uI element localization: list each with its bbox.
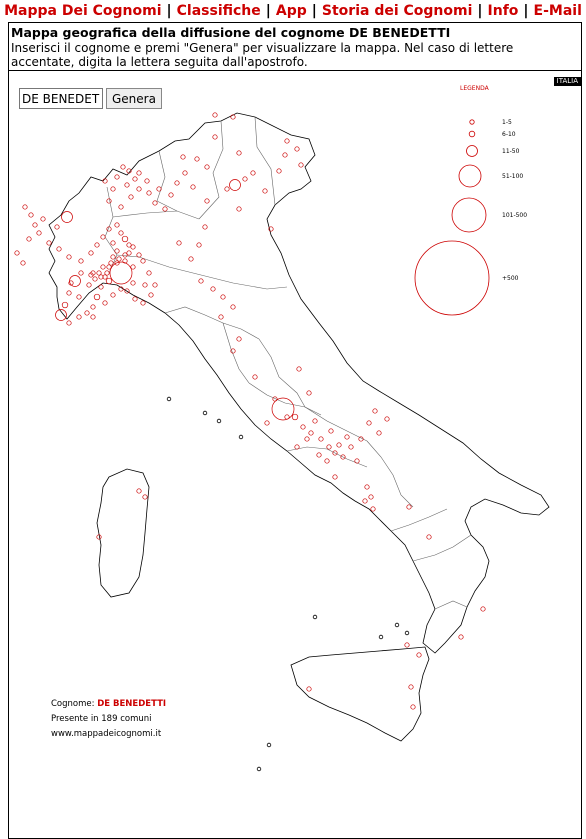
- occurrence-marker: [111, 187, 115, 191]
- occurrence-marker: [123, 253, 127, 257]
- nav-link-app[interactable]: App: [275, 3, 307, 19]
- occurrence-marker: [363, 499, 367, 503]
- occurrence-marker: [93, 277, 97, 281]
- region-border: [117, 255, 287, 289]
- occurrence-marker: [97, 271, 101, 275]
- occurrence-marker: [411, 705, 415, 709]
- occurrence-marker: [47, 241, 51, 245]
- occurrence-marker: [79, 271, 83, 275]
- occurrence-marker: [62, 212, 73, 223]
- surname-input[interactable]: [19, 88, 103, 109]
- region-border: [165, 307, 259, 339]
- occurrence-marker: [137, 187, 141, 191]
- sardinia-outline: [97, 469, 149, 597]
- occurrence-marker: [87, 283, 91, 287]
- instructions-text: Inserisci il cognome e premi "Genera" per visualizzare la mappa. Nel caso di lettere accentate, digita la lettera seguita dall'apostrofo.: [11, 41, 514, 69]
- caption-count: Presente in 189 comuni: [51, 714, 152, 724]
- occurrence-marker: [85, 311, 89, 315]
- occurrence-marker: [122, 236, 128, 242]
- occurrence-marker: [21, 261, 25, 265]
- occurrence-marker: [221, 295, 225, 299]
- island-outline: [267, 743, 271, 747]
- occurrence-marker: [307, 687, 311, 691]
- occurrence-marker: [237, 337, 241, 341]
- occurrence-marker: [115, 223, 119, 227]
- occurrence-marker: [77, 315, 81, 319]
- occurrence-marker: [219, 315, 223, 319]
- nav-separator: |: [166, 3, 172, 19]
- occurrence-marker: [37, 231, 41, 235]
- occurrence-marker: [407, 505, 411, 509]
- occurrence-marker: [427, 535, 431, 539]
- region-border: [391, 509, 447, 531]
- occurrence-marker: [153, 283, 157, 287]
- occurrence-marker: [119, 205, 123, 209]
- occurrence-marker: [77, 295, 81, 299]
- occurrence-marker: [195, 157, 199, 161]
- occurrence-marker: [317, 453, 321, 457]
- occurrence-marker: [95, 243, 99, 247]
- occurrence-marker: [29, 213, 33, 217]
- occurrence-marker: [147, 191, 151, 195]
- occurrence-marker: [67, 255, 71, 259]
- occurrence-marker: [149, 293, 153, 297]
- occurrence-marker: [41, 217, 45, 221]
- occurrence-marker: [305, 437, 309, 441]
- nav-link-classifiche[interactable]: Classifiche: [176, 3, 261, 19]
- region-border: [367, 441, 413, 507]
- caption-site: www.mappadeicognomi.it: [51, 729, 162, 739]
- nav-link-mappa[interactable]: Mappa Dei Cognomi: [4, 3, 162, 19]
- occurrence-marker: [119, 231, 123, 235]
- legend-marker: [452, 198, 486, 232]
- occurrence-marker: [355, 459, 359, 463]
- occurrence-marker: [101, 235, 105, 239]
- occurrence-marker: [203, 225, 207, 229]
- map-area: [9, 77, 581, 838]
- occurrence-marker: [157, 187, 161, 191]
- occurrence-marker: [263, 189, 267, 193]
- occurrence-marker: [230, 180, 241, 191]
- occurrence-marker: [133, 177, 137, 181]
- legend-marker: [469, 131, 475, 137]
- italia-label: ITALIA: [554, 77, 581, 86]
- occurrence-marker: [197, 243, 201, 247]
- generate-button[interactable]: Genera: [106, 88, 162, 109]
- island-outline: [203, 411, 207, 415]
- region-border: [435, 601, 467, 609]
- map-caption: [51, 697, 166, 742]
- occurrence-marker: [111, 255, 115, 259]
- occurrence-marker: [169, 193, 173, 197]
- region-border: [255, 117, 275, 205]
- occurrence-marker: [337, 443, 341, 447]
- italy-outline: [49, 113, 549, 771]
- occurrence-marker: [409, 685, 413, 689]
- island-outline: [167, 397, 171, 401]
- occurrence-marker: [103, 301, 107, 305]
- occurrence-marker: [137, 253, 141, 257]
- region-border: [113, 211, 199, 219]
- occurrence-marker: [99, 285, 103, 289]
- occurrence-marker: [327, 445, 331, 449]
- occurrence-marker: [89, 251, 93, 255]
- occurrence-marker: [237, 207, 241, 211]
- occurrence-marker: [417, 653, 421, 657]
- occurrence-marker: [111, 293, 115, 297]
- occurrence-marker: [309, 431, 313, 435]
- occurrence-marker: [105, 271, 109, 275]
- nav-separator: |: [265, 3, 271, 19]
- occurrence-marker: [213, 135, 217, 139]
- occurrence-marker: [237, 151, 241, 155]
- page-title: Mappa geografica della diffusione del cognome DE BENEDETTI: [11, 25, 451, 40]
- occurrence-marker: [15, 251, 19, 255]
- legend-label: 6-10: [502, 131, 516, 138]
- island-outline: [313, 615, 317, 619]
- nav-separator: |: [477, 3, 483, 19]
- occurrence-marker: [292, 414, 298, 420]
- occurrence-marker: [23, 205, 27, 209]
- nav-link-info[interactable]: Info: [487, 3, 519, 19]
- island-outline: [405, 631, 409, 635]
- occurrence-marker: [67, 291, 71, 295]
- occurrence-marker: [325, 459, 329, 463]
- occurrence-marker: [115, 249, 119, 253]
- search-form: [19, 88, 162, 109]
- occurrence-marker: [33, 223, 37, 227]
- occurrence-marker: [125, 183, 129, 187]
- legend-label: 101-500: [502, 212, 528, 219]
- occurrence-marker: [313, 419, 317, 423]
- occurrence-marker: [141, 259, 145, 263]
- content-frame: [8, 22, 582, 839]
- caption-surname-line: [51, 697, 166, 712]
- occurrence-marker: [481, 607, 485, 611]
- occurrence-marker: [333, 475, 337, 479]
- occurrence-marker: [459, 635, 463, 639]
- legend-label: 1-5: [502, 119, 512, 126]
- occurrence-marker: [91, 315, 95, 319]
- occurrence-marker: [285, 139, 289, 143]
- occurrence-marker: [367, 421, 371, 425]
- occurrence-marker: [175, 181, 179, 185]
- occurrence-marker: [319, 437, 323, 441]
- occurrence-marker: [191, 185, 195, 189]
- occurrence-marker: [131, 281, 135, 285]
- occurrence-marker: [67, 321, 71, 325]
- occurrence-marker: [377, 431, 381, 435]
- top-navigation: [0, 0, 586, 22]
- occurrence-marker: [349, 445, 353, 449]
- occurrence-marker: [137, 489, 141, 493]
- occurrence-marker: [299, 163, 303, 167]
- occurrence-marker: [143, 283, 147, 287]
- occurrence-marker: [163, 207, 167, 211]
- occurrence-marker: [307, 391, 311, 395]
- caption-surname: DE BENEDETTI: [97, 699, 167, 709]
- occurrence-marker: [153, 201, 157, 205]
- occurrence-marker: [301, 425, 305, 429]
- occurrence-marker: [143, 495, 147, 499]
- occurrence-marker: [133, 297, 137, 301]
- occurrence-marker: [265, 421, 269, 425]
- legend-label: +500: [502, 275, 519, 282]
- occurrence-marker: [213, 113, 217, 117]
- island-outline: [395, 623, 399, 627]
- occurrence-marker: [107, 199, 111, 203]
- occurrence-marker: [177, 241, 181, 245]
- occurrence-marker: [141, 301, 145, 305]
- legend-marker: [467, 146, 478, 157]
- legend-title: LEGENDA: [460, 85, 489, 92]
- legend-marker: [415, 241, 489, 315]
- legend-marker: [470, 120, 474, 124]
- occurrence-marker: [137, 171, 141, 175]
- occurrence-marker: [243, 177, 247, 181]
- occurrence-marker: [27, 237, 31, 241]
- region-border: [259, 339, 305, 407]
- occurrence-marker: [225, 187, 229, 191]
- occurrence-marker: [121, 165, 125, 169]
- occurrence-marker: [385, 417, 389, 421]
- occurrence-marker: [345, 435, 349, 439]
- occurrence-marker: [189, 257, 193, 261]
- occurrence-marker: [251, 171, 255, 175]
- occurrence-marker: [365, 485, 369, 489]
- occurrence-marker: [211, 287, 215, 291]
- surname-points: [15, 113, 485, 709]
- island-outline: [379, 635, 383, 639]
- occurrence-marker: [129, 195, 133, 199]
- occurrence-marker: [94, 294, 100, 300]
- occurrence-marker: [231, 305, 235, 309]
- occurrence-marker: [231, 349, 235, 353]
- occurrence-marker: [283, 153, 287, 157]
- occurrence-marker: [295, 445, 299, 449]
- occurrence-marker: [115, 175, 119, 179]
- region-border: [305, 407, 367, 441]
- region-border: [413, 535, 471, 561]
- occurrence-marker: [205, 199, 209, 203]
- occurrence-marker: [79, 259, 83, 263]
- legend: [415, 85, 527, 315]
- occurrence-marker: [109, 261, 113, 265]
- island-outline: [217, 419, 221, 423]
- island-outline: [239, 435, 243, 439]
- island-outline: [257, 767, 261, 771]
- occurrence-marker: [253, 375, 257, 379]
- occurrence-marker: [147, 271, 151, 275]
- occurrence-marker: [183, 171, 187, 175]
- region-border: [199, 121, 223, 219]
- nav-separator: |: [523, 3, 529, 19]
- occurrence-marker: [127, 243, 131, 247]
- legend-label: 11-50: [502, 148, 520, 155]
- nav-separator: |: [311, 3, 317, 19]
- italy-mainland: [49, 113, 549, 653]
- occurrence-marker: [181, 155, 185, 159]
- occurrence-marker: [371, 507, 375, 511]
- occurrence-marker: [295, 147, 299, 151]
- header-box: [9, 23, 581, 71]
- region-border: [157, 151, 177, 211]
- occurrence-marker: [55, 225, 59, 229]
- sicily-outline: [291, 647, 429, 741]
- region-border: [223, 323, 249, 383]
- occurrence-marker: [231, 115, 235, 119]
- legend-marker: [459, 165, 481, 187]
- occurrence-marker: [145, 179, 149, 183]
- occurrence-marker: [110, 262, 132, 284]
- occurrence-marker: [277, 169, 281, 173]
- occurrence-marker: [131, 265, 135, 269]
- occurrence-marker: [369, 495, 373, 499]
- occurrence-marker: [106, 278, 112, 284]
- region-border: [287, 447, 367, 467]
- occurrence-marker: [57, 247, 61, 251]
- occurrence-marker: [101, 265, 105, 269]
- occurrence-marker: [91, 305, 95, 309]
- occurrence-marker: [205, 165, 209, 169]
- occurrence-marker: [297, 367, 301, 371]
- nav-link-storia[interactable]: Storia dei Cognomi: [321, 3, 473, 19]
- occurrence-marker: [111, 241, 115, 245]
- occurrence-marker: [373, 409, 377, 413]
- legend-label: 51-100: [502, 173, 524, 180]
- nav-link-email[interactable]: E-Mail: [533, 3, 582, 19]
- occurrence-marker: [272, 398, 294, 420]
- occurrence-marker: [405, 643, 409, 647]
- occurrence-marker: [199, 279, 203, 283]
- occurrence-marker: [329, 429, 333, 433]
- occurrence-marker: [62, 302, 68, 308]
- caption-surname-label: Cognome:: [51, 699, 95, 709]
